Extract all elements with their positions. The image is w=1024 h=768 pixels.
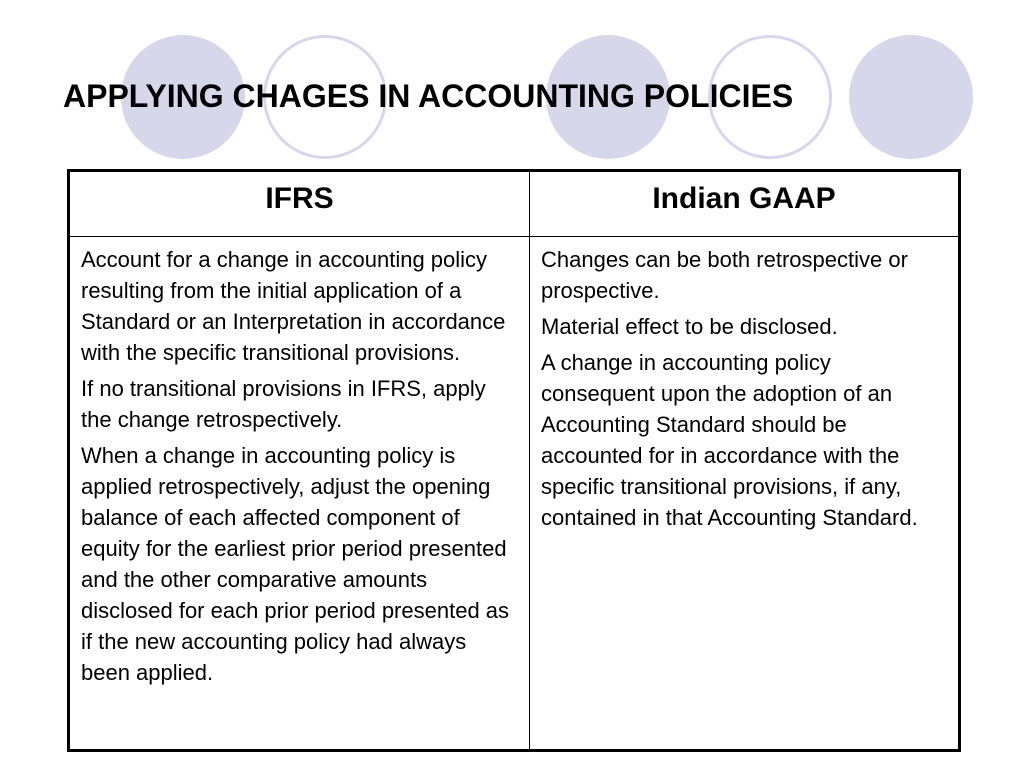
slide-title: APPLYING CHAGES IN ACCOUNTING POLICIES: [63, 78, 794, 114]
ifrs-cell: [69, 237, 530, 751]
decorative-circle-filled: [849, 35, 973, 159]
indian-gaap-cell: [530, 237, 960, 751]
indian-gaap-paragraph: Changes can be both retrospective or prospective.: [541, 247, 908, 303]
header-ifrs: IFRS: [69, 171, 530, 237]
ifrs-paragraph: Account for a change in accounting policy resulting from the initial application of a Standard or an Interpretation in accordance with the specific transitional provisions.: [81, 247, 506, 365]
indian-gaap-paragraph: A change in accounting policy consequent upon the adoption of an Accounting Standard should be accounted for in accordance with the specific transitional provisions, if any, contained in that Accounting Standard.: [541, 350, 918, 530]
table-row: [69, 237, 960, 751]
table-header-row: [69, 171, 960, 237]
header-indian-gaap: Indian GAAP: [530, 171, 960, 237]
ifrs-paragraph: If no transitional provisions in IFRS, apply the change retrospectively.: [81, 376, 486, 432]
comparison-table: [67, 169, 961, 752]
indian-gaap-paragraph: Material effect to be disclosed.: [541, 314, 838, 339]
ifrs-paragraph: When a change in accounting policy is applied retrospectively, adjust the opening balance of each affected component of equity for the earliest prior period presented and the other comparative amounts disclosed for each prior period presented as if the new accounting policy had always been applied.: [81, 443, 510, 685]
